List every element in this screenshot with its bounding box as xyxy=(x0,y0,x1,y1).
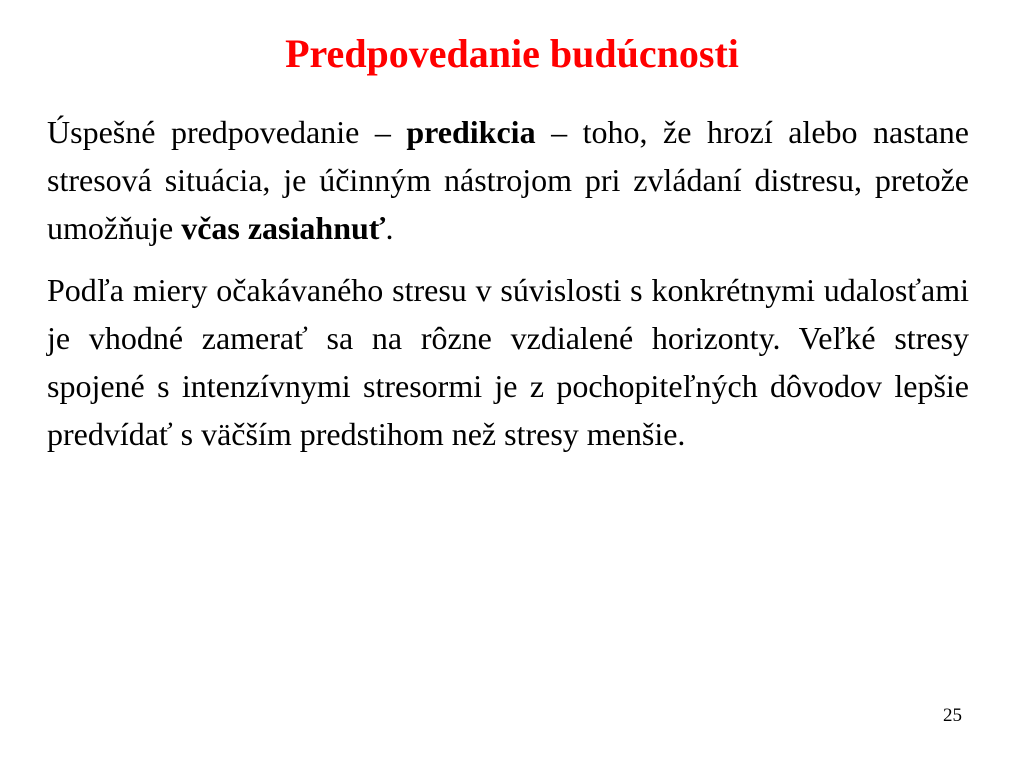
paragraph-horizons: Podľa miery očakávaného stresu v súvislosti s konkrétnymi udalosťami je vhodné zamerať sa na rôzne vzdialené horizonty. Veľké stresy spojené s intenzívnymi stresormi je z pochopiteľných dôvodov lepšie predvídať s väčším predstihom než stresy menšie. xyxy=(47,272,969,452)
paragraph-prediction-text-3: . xyxy=(385,210,394,246)
term-predikcia: predikcia xyxy=(406,114,536,150)
paragraph-prediction-text-2: – toho, že hrozí alebo nastane stresová situácia, je účinným nástrojom pri zvládaní distresu, pretože umožňuje xyxy=(47,114,970,246)
term-vcas-zasiahnut: včas zasiahnuť xyxy=(181,210,386,246)
paragraph-prediction xyxy=(47,108,969,252)
page-number: 25 xyxy=(943,705,962,726)
paragraph-prediction-text-1: Úspešné predpovedanie – xyxy=(47,114,407,150)
slide-body xyxy=(47,108,969,472)
slide-title: Predpovedanie budúcnosti xyxy=(285,31,739,76)
